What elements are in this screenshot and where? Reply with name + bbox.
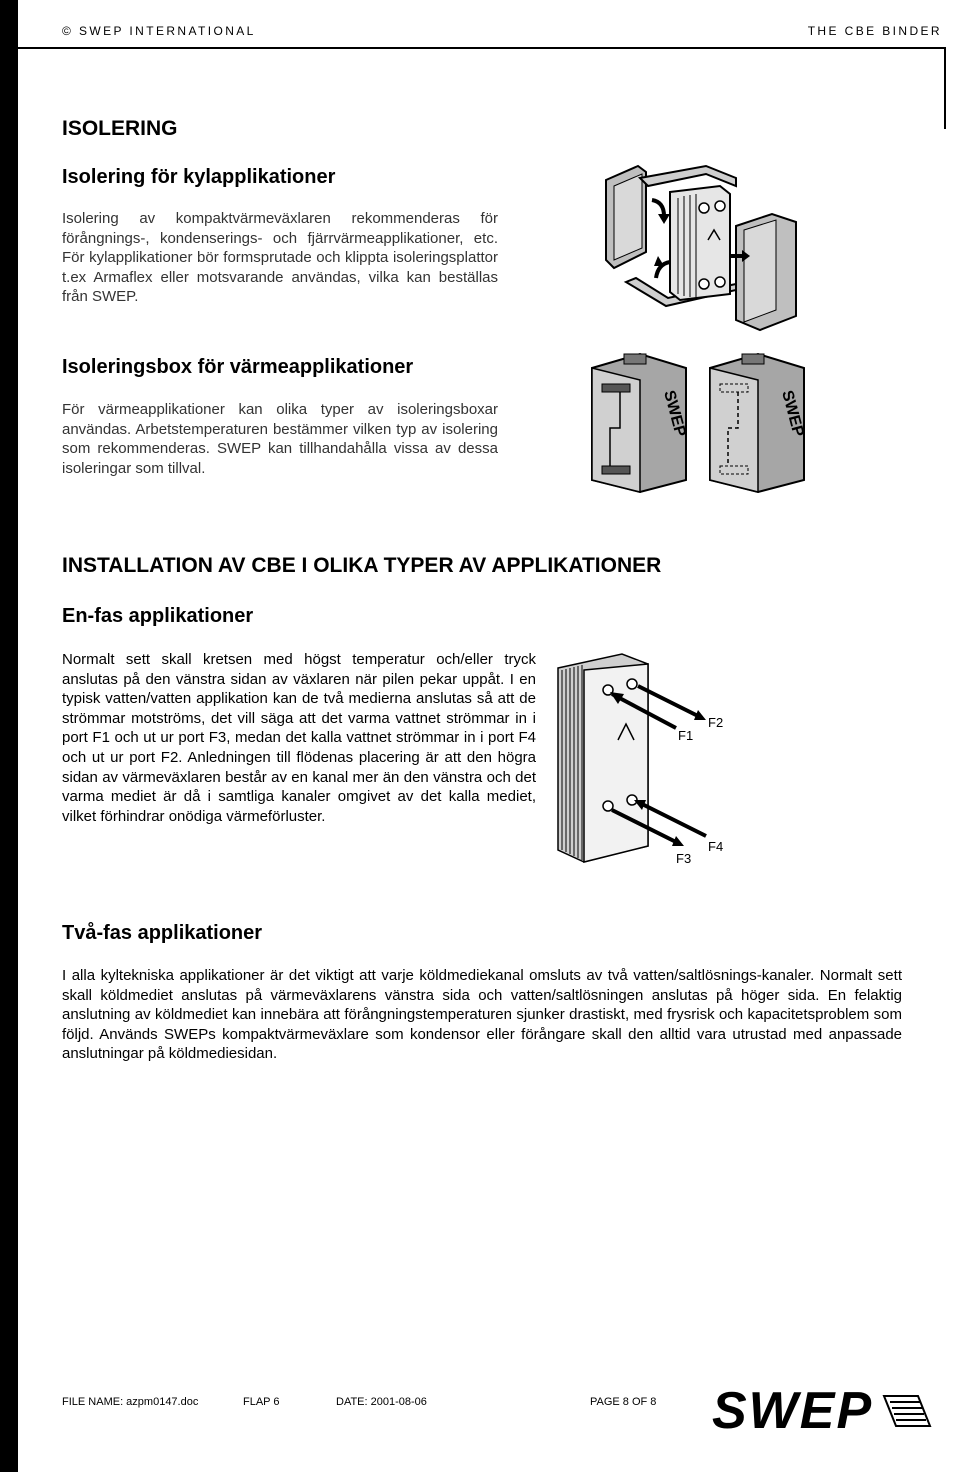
footer-flap: FLAP 6 [243, 1396, 280, 1408]
cbe-ports-figure [548, 640, 778, 876]
subsection-title-tvafas: Två-fas applikationer [62, 922, 263, 944]
swep-logo-text: SWEP [712, 1382, 874, 1440]
paragraph-enfas: Normalt sett skall kretsen med högst temperatur och/eller tryck anslutas på den vänstra sidan av växlaren när pilen pekar uppåt. I en typisk vatten/vatten applikation kan de två medierna anslutas så att de strömmar motströms, det vill säga att det varma vattnet strömmar in i port F1 och ut ur port F3, medan det kalla vattnet strömmar in i port F4 och ut ur port F2. Anledningen till flödenas placering är att den högra sidan av värmeväxlaren består av en kanal mer än den vänstra och det varma mediet är då i samtliga kanaler omgivet av det kalla mediet, vilket förhindrar onödiga värmeförluster. [62, 651, 536, 825]
section-title-installation: INSTALLATION AV CBE I OLIKA TYPER AV APPLIKATIONER [62, 554, 662, 577]
insulation-box-figure [580, 348, 816, 496]
insulation-plates-figure [596, 160, 806, 338]
box-brand-label-1: SWEP [660, 388, 689, 439]
paragraph-box: För värmeapplikationer kan olika typer av isoleringsboxar användas. Arbetstemperaturen bestämmer vilken typ av isolering som rekommenderas. SWEP kan tillhandahålla vissa av dessa isoleringar som tillval. [62, 401, 498, 477]
port-label-f4: F4 [708, 839, 724, 854]
footer-date: DATE: 2001-08-06 [336, 1396, 427, 1408]
header-rule [18, 47, 946, 49]
paragraph-tvafas: I alla kyltekniska applikationer är det viktigt att varje köldmediekanal omsluts av två vatten/saltlösnings-kanaler. Normalt sett skall köldmediet anslutas på värmeväxlarens vänstra sida och vatten/saltlösningen anslutas på höger sida. En felaktig anslutning av köldmediet kan innebära att förångningstemperaturen sjunker drastiskt, med frysrisk och kapacitetsproblem som följd. Används SWEPs kompaktvärmeväxlare som kondensor eller förångare skall den alltid vara utrustad med anpassade anslutningar på köldmediesidan. [62, 967, 902, 1063]
subsection-title-kyl: Isolering för kylapplikationer [62, 166, 336, 188]
port-label-f1: F1 [678, 728, 694, 743]
port-label-f2: F2 [708, 715, 724, 730]
port-label-f3: F3 [676, 851, 692, 866]
footer-file-name: FILE NAME: azpm0147.doc [62, 1396, 199, 1408]
section-title-isolering: ISOLERING [62, 117, 178, 140]
left-binding-bar [0, 0, 18, 1472]
swep-logo [708, 1382, 948, 1440]
subsection-title-enfas: En-fas applikationer [62, 605, 254, 627]
header-side-rule [944, 47, 946, 129]
footer-page: PAGE 8 OF 8 [590, 1396, 657, 1408]
box-brand-label-2: SWEP [778, 388, 807, 439]
header-binder-title: THE CBE BINDER [807, 24, 942, 38]
subsection-title-box: Isoleringsbox för värmeapplikationer [62, 356, 414, 378]
header-copyright: © SWEP INTERNATIONAL [62, 24, 256, 38]
paragraph-kyl: Isolering av kompaktvärmeväxlaren rekommenderas för förångnings-, kondenserings- och fjärrvärmeapplikationer, etc. För kylapplikationer bör formsprutade och klippta isoleringsplattor t.ex Armaflex eller motsvarande användas, vilka kan beställas från SWEP. [62, 210, 498, 306]
